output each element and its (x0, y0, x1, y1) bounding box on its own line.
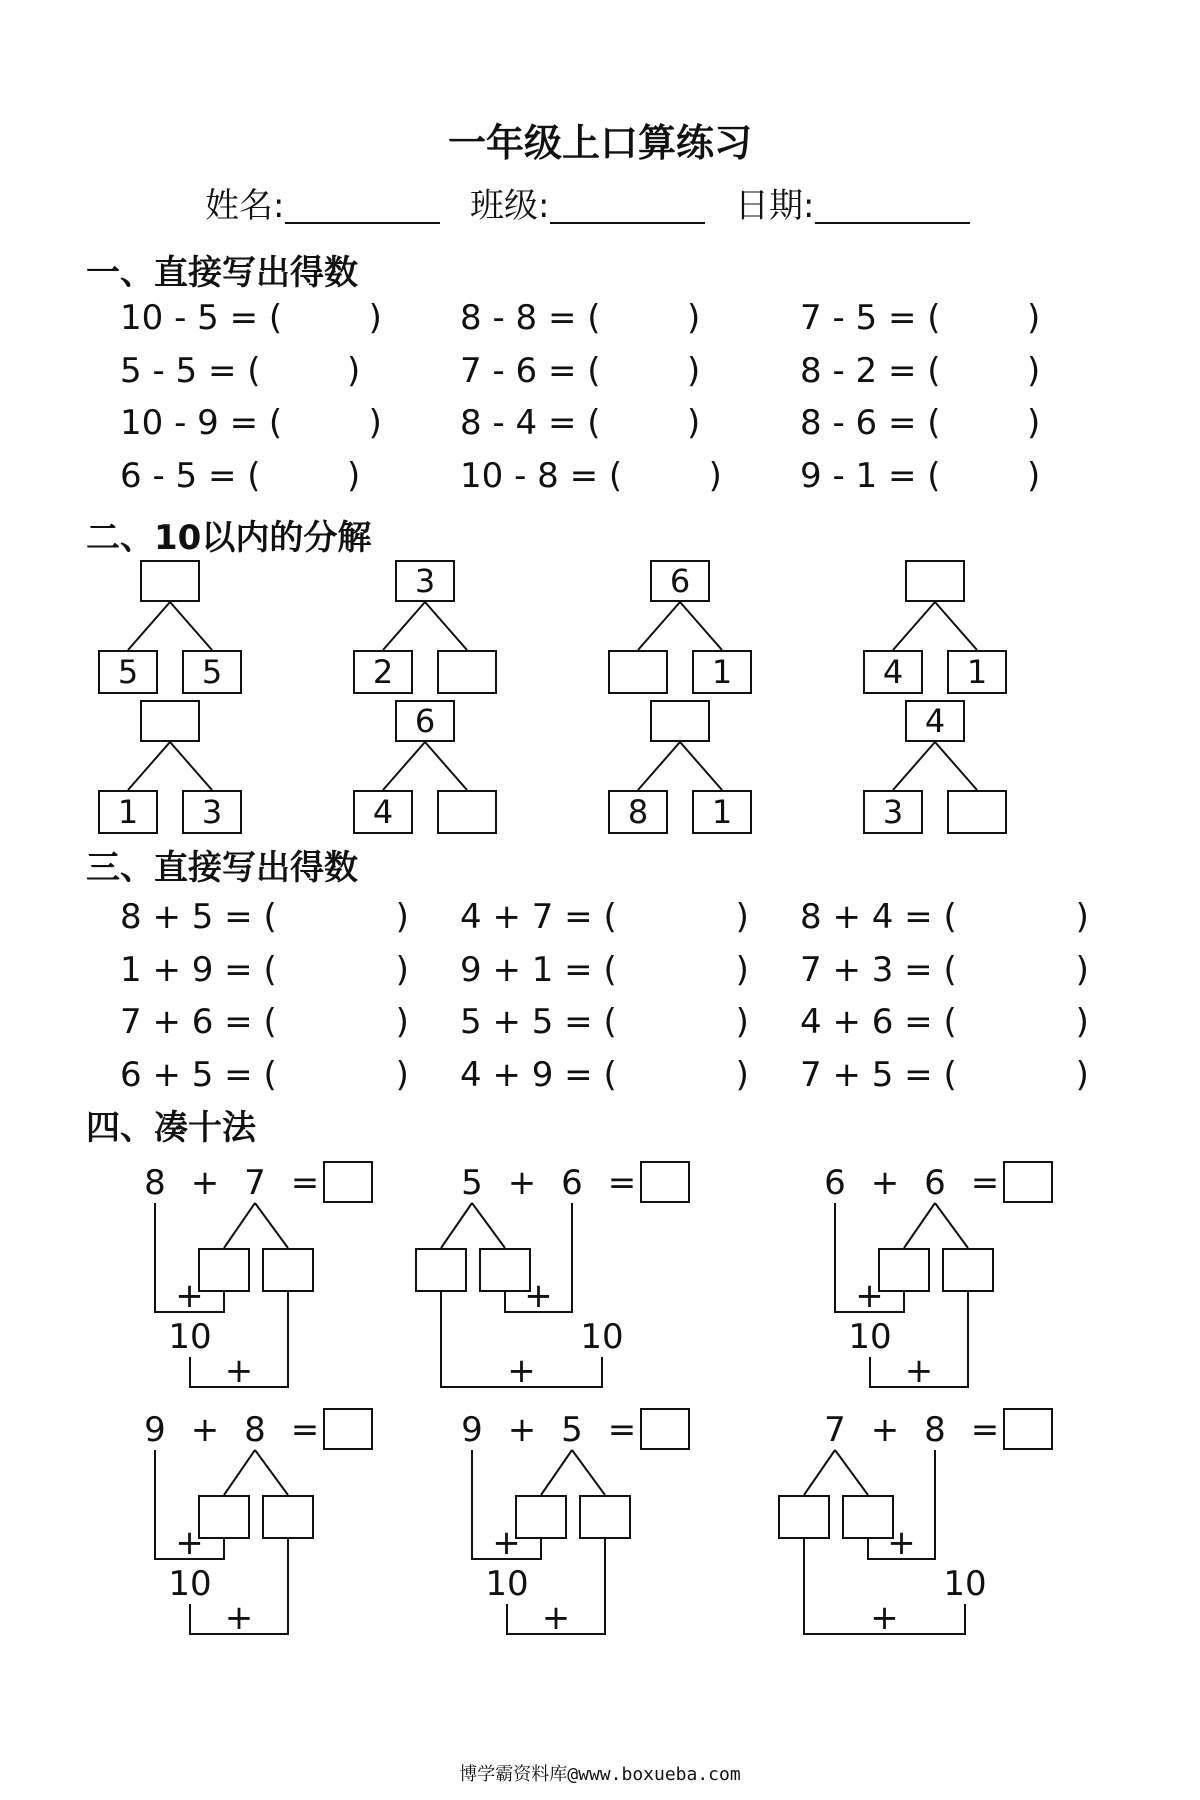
make-ten-addend: 6 (924, 1163, 946, 1203)
make-ten-branch-line (441, 1203, 472, 1248)
addition-equation[interactable]: 8 + 4 = ( ) (800, 897, 1089, 937)
make-ten-ten-label: 10 (485, 1564, 529, 1604)
make-ten-equals: = (290, 1410, 320, 1450)
make-ten-addend: 8 (144, 1163, 166, 1203)
make-ten-answer-box[interactable] (323, 1408, 373, 1450)
make-ten-addend: 6 (561, 1163, 583, 1203)
date-label: 日期: (735, 186, 815, 226)
subtraction-equation[interactable]: 10 - 9 = ( ) (120, 403, 382, 443)
make-ten-answer-box[interactable] (323, 1161, 373, 1203)
make-ten-split-box[interactable] (415, 1248, 467, 1292)
make-ten-answer-box[interactable] (640, 1408, 690, 1450)
make-ten-branch-line (804, 1450, 835, 1495)
make-ten-plus: + (224, 1598, 254, 1638)
make-ten-split-box[interactable] (198, 1495, 250, 1539)
make-ten-plus: + (492, 1523, 521, 1563)
make-ten-equals: = (290, 1163, 320, 1203)
make-ten-addend: 9 (461, 1410, 483, 1450)
make-ten-plus: + (855, 1276, 884, 1316)
subtraction-equation[interactable]: 10 - 5 = ( ) (120, 298, 382, 338)
addition-equation[interactable]: 6 + 5 = ( ) (120, 1054, 409, 1095)
subtraction-equation[interactable]: 7 - 5 = ( ) (800, 298, 1041, 338)
make-ten-plus: + (190, 1410, 220, 1450)
make-ten-plus: + (190, 1163, 220, 1203)
subtraction-equation[interactable]: 10 - 8 = ( ) (460, 455, 722, 496)
make-ten-addend: 9 (144, 1410, 166, 1450)
make-ten-equals: = (607, 1163, 637, 1203)
make-ten-split-box[interactable] (579, 1495, 631, 1539)
make-ten-plus: + (870, 1163, 900, 1203)
decomp-top-box: 6 (650, 560, 710, 602)
make-ten-addend: 8 (244, 1410, 266, 1450)
subtraction-equation[interactable]: 7 - 6 = ( ) (460, 350, 701, 391)
subtraction-equation[interactable]: 6 - 5 = ( ) (120, 455, 361, 496)
make-ten-branch-line (255, 1450, 288, 1495)
make-ten-branch-line (935, 1203, 968, 1248)
make-ten-branch-line (255, 1203, 288, 1248)
section-4-heading: 四、凑十法 (86, 1108, 256, 1148)
make-ten-plus: + (224, 1351, 254, 1391)
make-ten-branch-line (224, 1203, 255, 1248)
make-ten-addend: 8 (924, 1410, 946, 1450)
decomp-right-box: 5 (182, 650, 242, 694)
decomp-left-box: 8 (608, 790, 668, 834)
subtraction-equation[interactable]: 8 - 6 = ( ) (800, 403, 1041, 443)
addition-equation[interactable]: 7 + 3 = ( ) (800, 949, 1089, 990)
make-ten-branch-line (224, 1450, 255, 1495)
decomp-top-box: 6 (395, 700, 455, 742)
subtraction-equation[interactable]: 8 - 2 = ( ) (800, 350, 1041, 391)
make-ten-addend: 6 (824, 1163, 846, 1203)
make-ten-answer-box[interactable] (1003, 1408, 1053, 1450)
name-label: 姓名: (205, 186, 285, 226)
make-ten-ten-label: 10 (580, 1317, 624, 1357)
make-ten-split-box[interactable] (262, 1248, 314, 1292)
make-ten-plus: + (175, 1523, 204, 1563)
decomp-top-box: 3 (395, 560, 455, 602)
decomp-left-box: 4 (863, 650, 923, 694)
make-ten-addend: 7 (824, 1410, 846, 1450)
subtraction-equation[interactable]: 8 - 4 = ( ) (460, 403, 701, 443)
make-ten-plus: + (507, 1163, 537, 1203)
decomp-right-box: 1 (947, 650, 1007, 694)
make-ten-split-box[interactable] (515, 1495, 567, 1539)
make-ten-ten-label: 10 (168, 1317, 212, 1357)
make-ten-plus: + (870, 1410, 900, 1450)
make-ten-split-box[interactable] (942, 1248, 994, 1292)
make-ten-addend: 7 (244, 1163, 266, 1203)
decomp-left-box: 1 (98, 790, 158, 834)
make-ten-ten-label: 10 (943, 1564, 987, 1604)
make-ten-split-box[interactable] (198, 1248, 250, 1292)
page-title: 一年级上口算练习 (447, 121, 752, 165)
addition-equation[interactable]: 9 + 1 = ( ) (460, 949, 749, 990)
subtraction-equation[interactable]: 5 - 5 = ( ) (120, 350, 361, 391)
decomp-right-box: 1 (692, 650, 752, 694)
section-3-heading: 三、直接写出得数 (86, 848, 358, 888)
decomp-left-box: 3 (863, 790, 923, 834)
addition-equation[interactable]: 4 + 6 = ( ) (800, 1002, 1089, 1042)
decomp-right-box: 3 (182, 790, 242, 834)
make-ten-branch-line (904, 1203, 935, 1248)
make-ten-addend: 5 (561, 1410, 583, 1450)
addition-equation[interactable]: 4 + 9 = ( ) (460, 1054, 749, 1095)
make-ten-branch-line (572, 1450, 605, 1495)
decomp-left-box: 5 (98, 650, 158, 694)
subtraction-equation[interactable]: 8 - 8 = ( ) (460, 298, 701, 338)
section-2-heading: 二、10以内的分解 (86, 518, 372, 558)
make-ten-addend: 5 (461, 1163, 483, 1203)
make-ten-plus: + (507, 1351, 536, 1391)
make-ten-branch-line (835, 1450, 868, 1495)
make-ten-plus: + (904, 1351, 934, 1391)
decomp-left-box: 4 (353, 790, 413, 834)
addition-equation[interactable]: 7 + 5 = ( ) (800, 1054, 1089, 1095)
make-ten-plus: + (507, 1410, 537, 1450)
make-ten-branch-line (472, 1203, 505, 1248)
make-ten-plus: + (870, 1598, 899, 1638)
section-1-heading: 一、直接写出得数 (86, 253, 358, 293)
make-ten-answer-box[interactable] (640, 1161, 690, 1203)
make-ten-split-box[interactable] (878, 1248, 930, 1292)
addition-equation[interactable]: 8 + 5 = ( ) (120, 897, 409, 937)
addition-equation[interactable]: 7 + 6 = ( ) (120, 1002, 409, 1042)
decomp-left-box: 2 (353, 650, 413, 694)
make-ten-ten-label: 10 (848, 1317, 892, 1357)
make-ten-equals: = (970, 1163, 1000, 1203)
addition-equation[interactable]: 4 + 7 = ( ) (460, 897, 749, 937)
addition-equation[interactable]: 5 + 5 = ( ) (460, 1002, 749, 1042)
make-ten-split-box[interactable] (778, 1495, 830, 1539)
make-ten-plus: + (175, 1276, 204, 1316)
decomp-right-box: 1 (692, 790, 752, 834)
class-label: 班级: (470, 186, 550, 226)
footer-watermark: 博学霸资料库@www.boxueba.com (459, 1764, 741, 1785)
make-ten-equals: = (970, 1410, 1000, 1450)
make-ten-equals: = (607, 1410, 637, 1450)
make-ten-split-box[interactable] (262, 1495, 314, 1539)
make-ten-branch-line (541, 1450, 572, 1495)
make-ten-plus: + (541, 1598, 571, 1638)
subtraction-equation[interactable]: 9 - 1 = ( ) (800, 455, 1041, 496)
addition-equation[interactable]: 1 + 9 = ( ) (120, 949, 409, 990)
make-ten-answer-box[interactable] (1003, 1161, 1053, 1203)
make-ten-ten-label: 10 (168, 1564, 212, 1604)
make-ten-plus: + (887, 1523, 916, 1563)
make-ten-plus: + (524, 1276, 553, 1316)
decomp-top-box: 4 (905, 700, 965, 742)
